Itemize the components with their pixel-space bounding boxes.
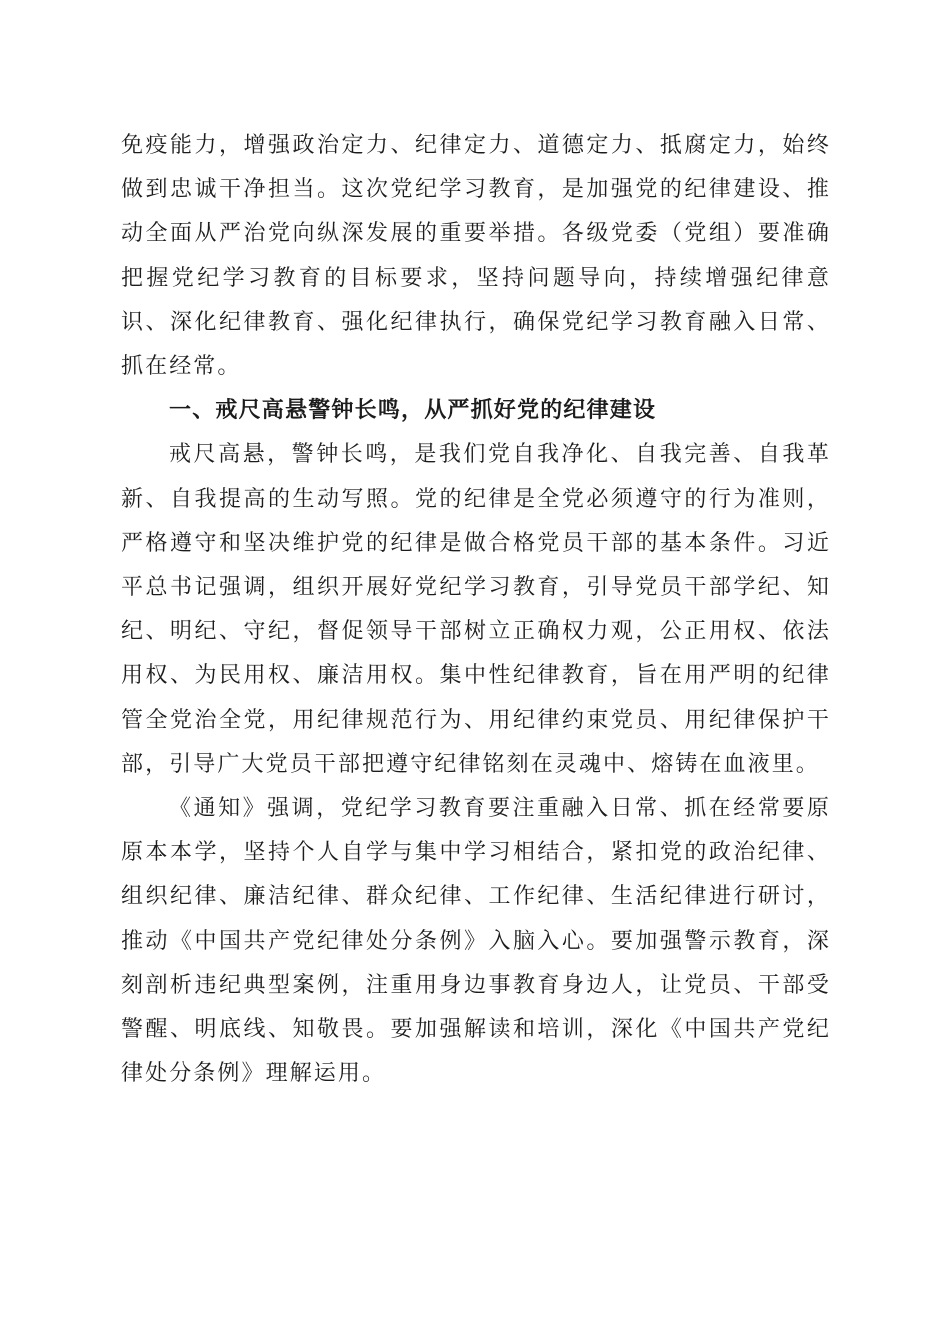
document-body	[121, 124, 831, 1096]
paragraph-notice: 《通知》强调，党纪学习教育要注重融入日常、抓在经常要原原本本学，坚持个人自学与集中学习相结合，紧扣党的政治纪律、组织纪律、廉洁纪律、群众纪律、工作纪律、生活纪律进行研讨，推动《中国共产党纪律处分条例》入脑入心。要加强警示教育，深刻剖析违纪典型案例，注重用身边事教育身边人，让党员、干部受警醒、明底线、知敬畏。要加强解读和培训，深化《中国共产党纪律处分条例》理解运用。	[121, 796, 831, 1087]
paragraph-continuation: 免疫能力，增强政治定力、纪律定力、道德定力、抵腐定力，始终做到忠诚干净担当。这次党纪学习教育，是加强党的纪律建设、推动全面从严治党向纵深发展的重要举措。各级党委（党组）要准确把握党纪学习教育的目标要求，坚持问题导向，持续增强纪律意识、深化纪律教育、强化纪律执行，确保党纪学习教育融入日常、抓在经常。	[121, 133, 831, 380]
paragraph-discipline: 戒尺高悬，警钟长鸣，是我们党自我净化、自我完善、自我革新、自我提高的生动写照。党的纪律是全党必须遵守的行为准则，严格遵守和坚决维护党的纪律是做合格党员干部的基本条件。习近平总书记强调，组织开展好党纪学习教育，引导党员干部学纪、知纪、明纪、守纪，督促领导干部树立正确权力观，公正用权、依法用权、为民用权、廉洁用权。集中性纪律教育，旨在用严明的纪律管全党治全党，用纪律规范行为、用纪律约束党员、用纪律保护干部，引导广大党员干部把遵守纪律铭刻在灵魂中、熔铸在血液里。	[121, 442, 831, 777]
section-heading-1: 一、戒尺高悬警钟长鸣，从严抓好党的纪律建设	[169, 398, 657, 424]
